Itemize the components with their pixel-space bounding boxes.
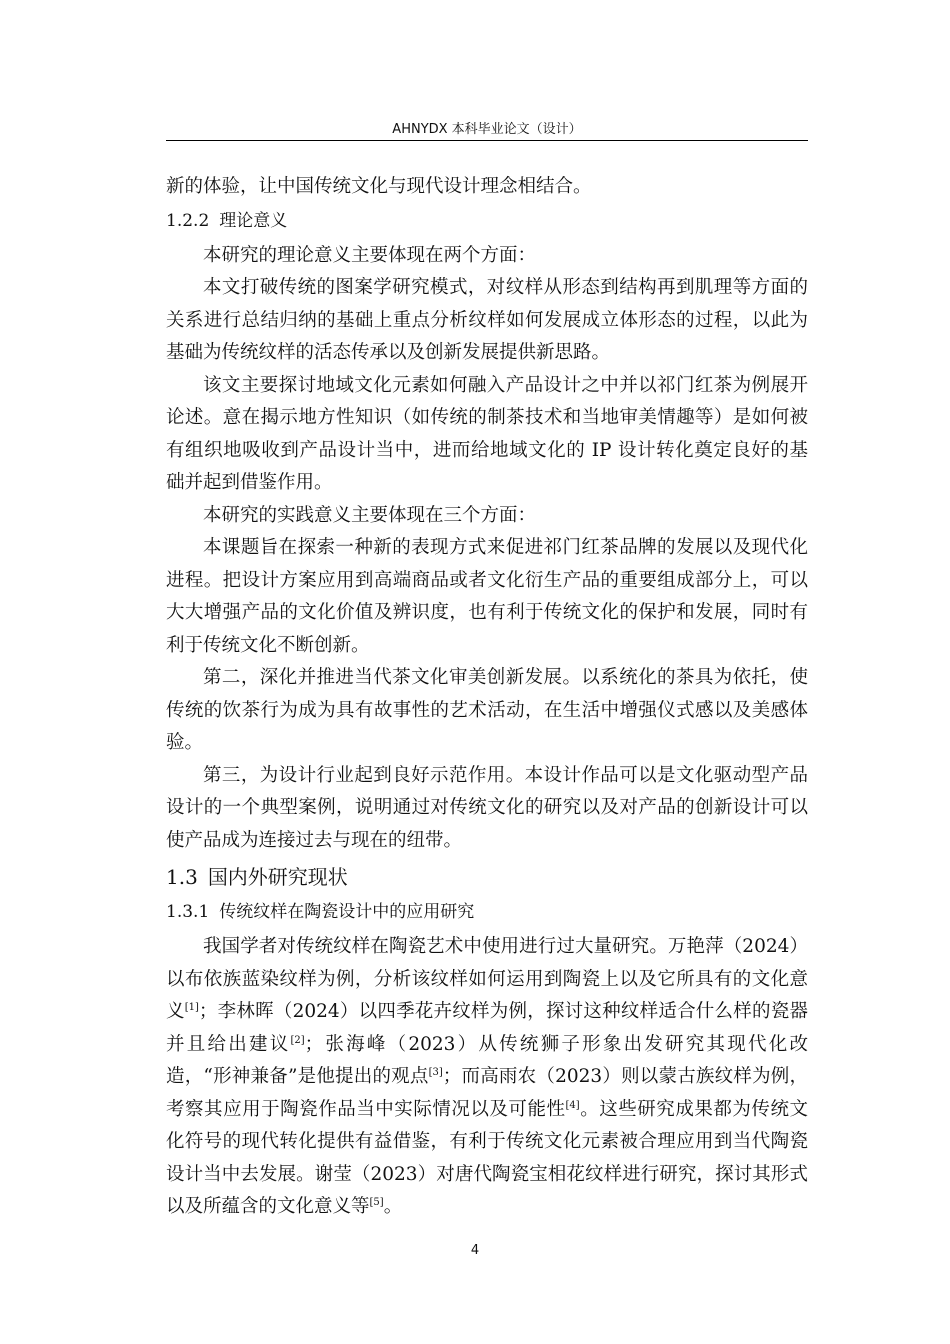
text-run: 我国学者对传统纹样在陶瓷艺术中使用进行过大量研究。万艳萍（2024）以布依族蓝染纹样为例，分析该纹样如何运用到陶瓷上以及它所具有的文化意义: [166, 936, 808, 1022]
section-heading-1-3-1: [166, 897, 808, 927]
section-heading-1-2-2: [166, 206, 808, 236]
text-run: 。: [383, 1196, 403, 1217]
paragraph: 第二，深化并推进当代茶文化审美创新发展。以系统化的茶具为依托，使传统的饮茶行为成为具有故事性的艺术活动，在生活中增强仪式感以及美感体验。: [166, 667, 808, 753]
section-number: 1.3: [166, 865, 198, 889]
page-body: [166, 171, 808, 1224]
paragraph: 本研究的理论意义主要体现在两个方面：: [203, 244, 537, 266]
paragraph-with-citations: [166, 931, 808, 1224]
section-title: 国内外研究现状: [207, 865, 348, 889]
citation-2: [2]: [290, 1034, 305, 1046]
section-number: 1.3.1: [166, 902, 210, 922]
paragraph: 本课题旨在探索一种新的表现方式来促进祁门红茶品牌的发展以及现代化进程。把设计方案应用到高端商品或者文化衍生产品的重要组成部分上，可以大大增强产品的文化价值及辨识度，也有利于传统文化的保护和发展，同时有利于传统文化不断创新。: [166, 537, 808, 656]
paragraph: 第三，为设计行业起到良好示范作用。本设计作品可以是文化驱动型产品设计的一个典型案例，说明通过对传统文化的研究以及对产品的创新设计可以使产品成为连接过去与现在的纽带。: [166, 764, 808, 851]
text-run: ；张海峰（2023）从传统狮子形象出发研究其现代化改造，“形神兼备”是他提出的观点: [166, 1033, 808, 1087]
citation-4: [4]: [565, 1099, 580, 1111]
paragraph: 本研究的实践意义主要体现在三个方面：: [203, 504, 537, 526]
citation-5: [5]: [369, 1197, 384, 1208]
running-header: AHNYDX 本科毕业论文（设计）: [392, 122, 582, 137]
paragraph-continuation: 新的体验，让中国传统文化与现代设计理念相结合。: [166, 176, 592, 197]
citation-3: [3]: [428, 1067, 443, 1078]
page-number: 4: [470, 1243, 480, 1258]
text-run: 。这些研究成果都为传统文化符号的现代转化提供有益借鉴，有利于传统文化元素被合理应用到当代陶瓷设计当中去发展。谢莹（2023）对唐代陶瓷宝相花纹样进行研究，探讨其形式以及所蕴含的文化意义等: [166, 1098, 808, 1217]
header-rule: [166, 140, 808, 141]
section-title: 理论意义: [219, 210, 288, 231]
text-run: ；李林晖（2024）以四季花卉纹样为例，探讨这种纹样适合什么样的瓷器并且给出建议: [166, 1001, 808, 1055]
paragraph: 本文打破传统的图案学研究模式，对纹样从形态到结构再到肌理等方面的关系进行总结归纳的基础上重点分析纹样如何发展成立体形态的过程，以此为基础为传统纹样的活态传承以及创新发展提供新思路。: [166, 277, 808, 363]
section-heading-1-3: [166, 859, 808, 895]
citation-1: [1]: [184, 1002, 199, 1013]
text-run: ；而高雨农（2023）则以蒙古族纹样为例，考察其应用于陶瓷作品当中实际情况以及可能性: [166, 1066, 808, 1120]
section-number: 1.2.2: [166, 210, 210, 231]
paragraph: 该文主要探讨地域文化元素如何融入产品设计之中并以祁门红茶为例展开论述。意在揭示地方性知识（如传统的制茶技术和当地审美情趣等）是如何被有组织地吸收到产品设计当中，进而给地域文化的 IP 设计转化奠定良好的基础并起到借鉴作用。: [166, 374, 808, 493]
section-title: 传统纹样在陶瓷设计中的应用研究: [219, 902, 475, 922]
